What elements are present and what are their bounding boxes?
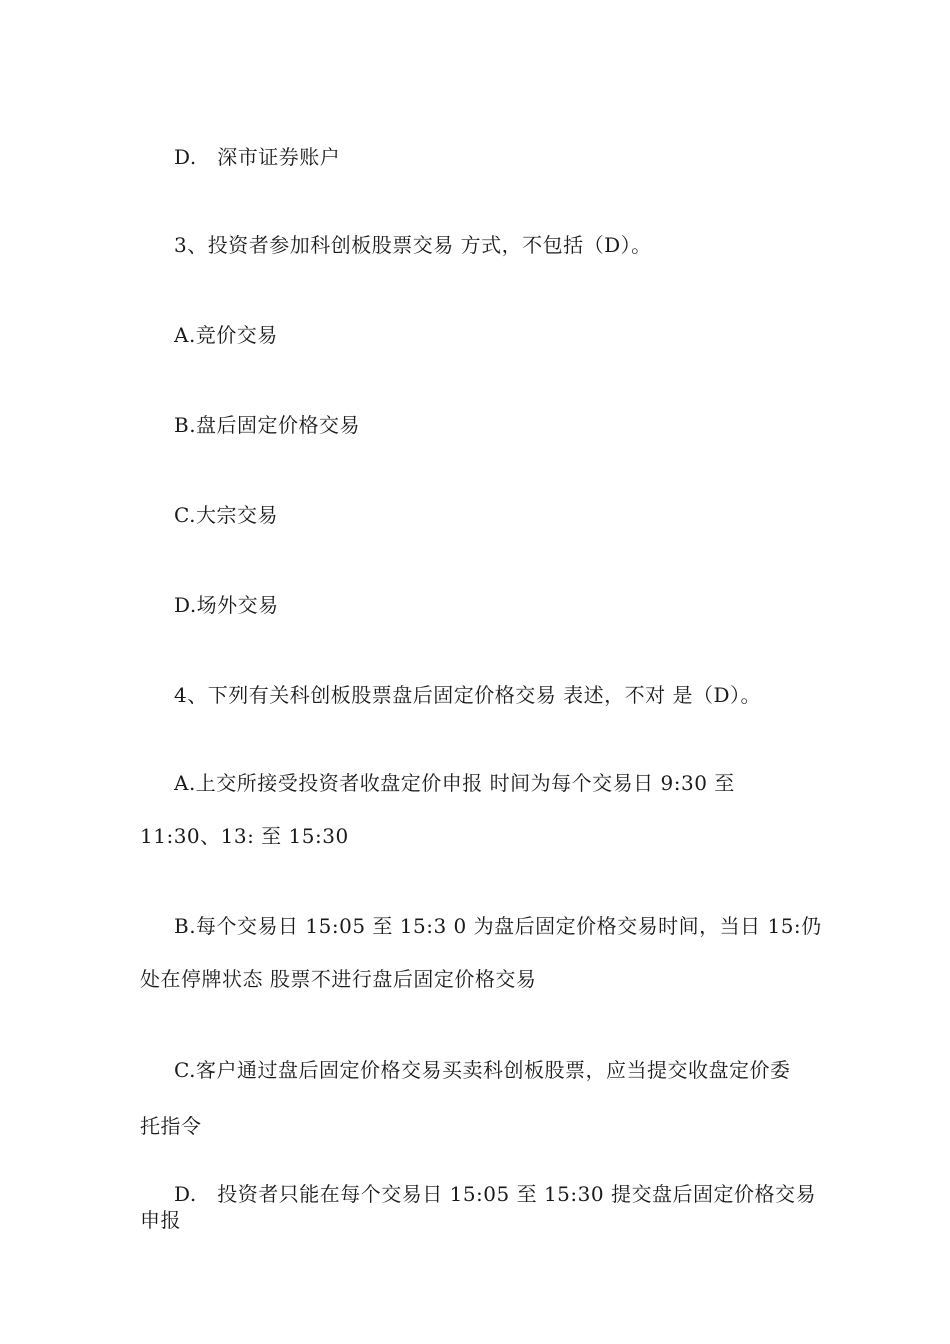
q3-option-d: D.场外交易 xyxy=(174,593,279,617)
q3-option-a: A.竞价交易 xyxy=(174,323,278,347)
q4-option-a-line1: A.上交所接受投资者收盘定价申报 时间为每个交易日 9:30 至 xyxy=(174,771,735,795)
q4-option-d-line1: D. 投资者只能在每个交易日 15:05 至 15:30 提交盘后固定价格交易 xyxy=(174,1182,816,1206)
q3-stem: 3、投资者参加科创板股票交易 方式，不包括（D）。 xyxy=(174,233,652,257)
q4-option-c-line2: 托指令 xyxy=(140,1114,202,1138)
q4-option-d-line2: 申报 xyxy=(140,1208,181,1232)
q3-option-b: B.盘后固定价格交易 xyxy=(174,413,361,437)
q4-option-a-line2: 11:30、13: 至 15:30 xyxy=(140,824,349,848)
q4-option-c-line1: C.客户通过盘后固定价格交易买卖科创板股票，应当提交收盘定价委 xyxy=(174,1058,791,1082)
q4-stem: 4、下列有关科创板股票盘后固定价格交易 表述，不对 是（D）。 xyxy=(174,683,761,707)
q3-option-c: C.大宗交易 xyxy=(174,503,278,527)
q4-option-b-line2: 处在停牌状态 股票不进行盘后固定价格交易 xyxy=(140,967,537,991)
q4-option-b-line1: B.每个交易日 15:05 至 15:3 0 为盘后固定价格交易时间，当日 15:仍 xyxy=(174,914,822,938)
q2-option-d: D. 深市证券账户 xyxy=(174,145,341,169)
